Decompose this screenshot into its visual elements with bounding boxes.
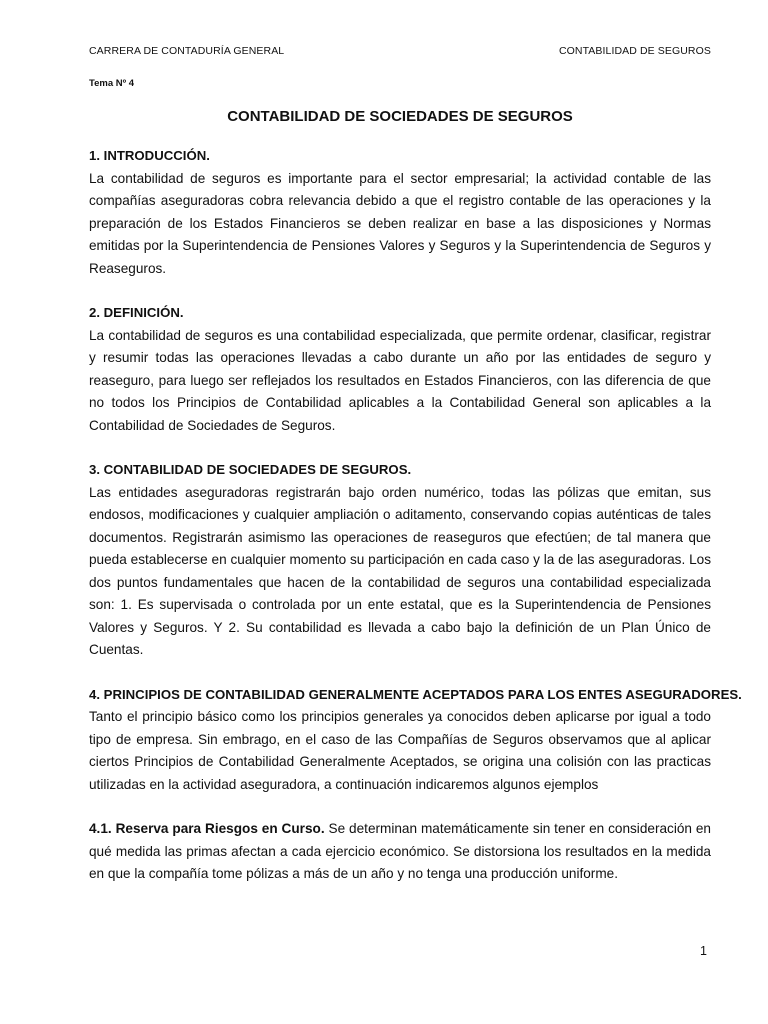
section-heading: 1. INTRODUCCIÓN.: [89, 148, 210, 163]
subsection-paragraph: [89, 818, 711, 886]
subsection-heading: 4.1. Reserva para Riesgos en Curso.: [89, 821, 325, 836]
section-heading: 3. CONTABILIDAD DE SOCIEDADES DE SEGUROS.: [89, 462, 412, 477]
section-paragraph: La contabilidad de seguros es una contabilidad especializada, que permite ordenar, clasificar, registrar y resumir todas las operaciones llevadas a cabo durante un año por las entidades de seguro y reaseguro, para luego ser reflejados los resultados en Estados Financieros, con las diferencia de que no todos los Principios de Contabilidad aplicables a la Contabilidad General son aplicables a la Contabilidad de Sociedades de Seguros.: [89, 327, 711, 433]
section-contabilidad-sociedades: [89, 459, 711, 662]
page-header: [89, 45, 711, 57]
document-body: [89, 145, 742, 908]
subsection-text: Se determinan matemáticamente sin tener en consideración en qué medida las primas afectan a cada ejercicio económico. Se distorsiona los resultados en la medida en que la compañía tome pólizas a más de un año y no tenga una producción uniforme.: [89, 821, 711, 881]
section-paragraph: La contabilidad de seguros es importante para el sector empresarial; la actividad contable de las compañías aseguradoras cobra relevancia debido a que el registro contable de las operaciones y la preparación de los Estados Financieros se deben realizar en base a las disposiciones y Normas emitidas por la Superintendencia de Pensiones Valores y Seguros y la Superintendencia de Seguros y Reaseguros.: [89, 170, 711, 276]
section-heading: 4. PRINCIPIOS DE CONTABILIDAD GENERALMENTE ACEPTADOS PARA LOS ENTES ASEGURADORES.: [89, 686, 742, 702]
topic-number: Tema Nº 4: [89, 78, 135, 89]
header-subject: CONTABILIDAD DE SEGUROS: [558, 45, 711, 57]
section-introduccion: [89, 145, 711, 280]
subsection-reserva-riesgos: [89, 818, 711, 886]
section-principios: [89, 684, 742, 797]
section-paragraph: Las entidades aseguradoras registrarán bajo orden numérico, todas las pólizas que emitan, sus endosos, modificaciones y cualquier ampliación o aditamento, conservando copias auténticas de tales documentos. Registrarán asimismo las operaciones de reaseguros que efectúen; de tal manera que pueda establecerse en cualquier momento su participación en cada caso y la de las aseguradoras. Los dos puntos fundamentales que hacen de la contabilidad de seguros una contabilidad especializada son: 1. Es supervisada o controlada por un ente estatal, que es la Superintendencia de Pensiones Valores y Seguros. Y 2. Su contabilidad es llevada a cabo bajo la definición de un Plan Único de Cuentas.: [89, 484, 711, 657]
section-definicion: [89, 302, 711, 437]
section-heading: 2. DEFINICIÓN.: [89, 305, 184, 320]
page-number: 1: [700, 944, 707, 958]
document-title: CONTABILIDAD DE SOCIEDADES DE SEGUROS: [227, 108, 573, 125]
section-paragraph: Tanto el principio básico como los principios generales ya conocidos deben aplicarse por igual a todo tipo de empresa. Sin embrago, en el caso de las Compañías de Seguros observamos que al aplicar ciertos Principios de Contabilidad Generalmente Aceptados, se origina una colisión con las practicas utilizadas en la actividad aseguradora, a continuación indicaremos algunos ejemplos: [89, 709, 711, 792]
header-career: CARRERA DE CONTADURÍA GENERAL: [89, 45, 285, 57]
